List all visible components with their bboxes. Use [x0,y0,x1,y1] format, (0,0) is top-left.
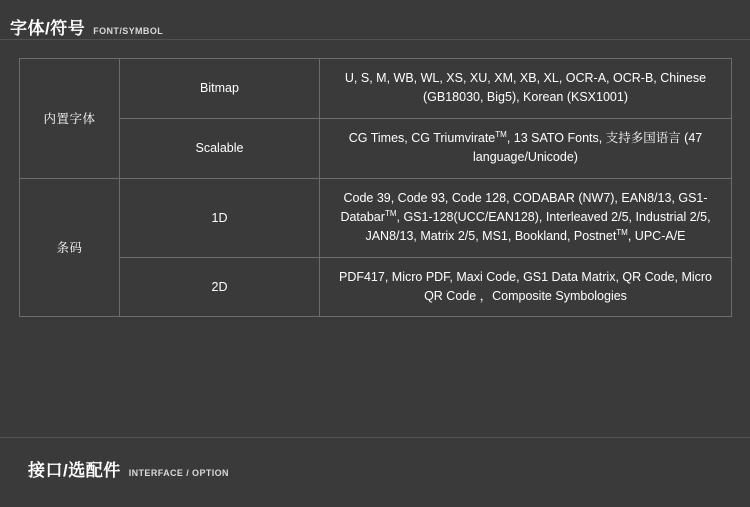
trademark-mark: TM [616,228,628,238]
trademark-mark: TM [384,208,397,218]
font-symbol-table [19,58,732,317]
barcode1d-text-c: , UPC-A/E [627,229,686,244]
row-category-barcode: 条码 [20,178,120,317]
row-value-scalable [320,118,732,178]
spec-table-wrap [0,40,750,317]
barcode1d-text-a: Code 39, Code 93, Code 128, CODABAR (NW7), EAN8/13, GS1-Databar [340,190,708,224]
scalable-text-post: , 13 SATO Fonts, 支持多国语言 (47 language/Unicode) [473,130,703,165]
trademark-mark: TM [495,129,507,139]
barcode1d-text-b: , GS1-128(UCC/EAN128), Interleaved 2/5, Industrial 2/5, JAN8/13, Matrix 2/5, MS1, Bookland, Postnet [365,209,711,244]
row-subtype-scalable: Scalable [120,118,320,178]
row-subtype-2d: 2D [120,257,320,317]
interface-option-header [0,438,750,481]
table-row [20,59,732,119]
row-value-2d: PDF417, Micro PDF, Maxi Code, GS1 Data Matrix, QR Code, Micro QR Code ，Composite Symbologies [320,257,732,317]
row-subtype-bitmap: Bitmap [120,59,320,119]
table-row [20,118,732,178]
scalable-text-pre: CG Times, CG Triumvirate [348,130,496,145]
row-category-builtin-font: 内置字体 [20,59,120,179]
table-row [20,257,732,317]
footer-title-en: INTERFACE / OPTION [128,468,229,478]
row-value-bitmap: U, S, M, WB, WL, XS, XU, XM, XB, XL, OCR-A, OCR-B, Chinese (GB18030, Big5), Korean (KSX1001) [320,59,732,119]
footer-title-cn: 接口/选配件 [28,461,121,480]
section-title-cn: 字体/符号 [10,19,86,38]
row-value-1d [320,178,732,257]
section-title-en: FONT/SYMBOL [93,26,164,36]
table-row [20,178,732,257]
interface-option-section [0,437,750,507]
font-symbol-section-header [0,0,750,38]
row-subtype-1d: 1D [120,178,320,257]
